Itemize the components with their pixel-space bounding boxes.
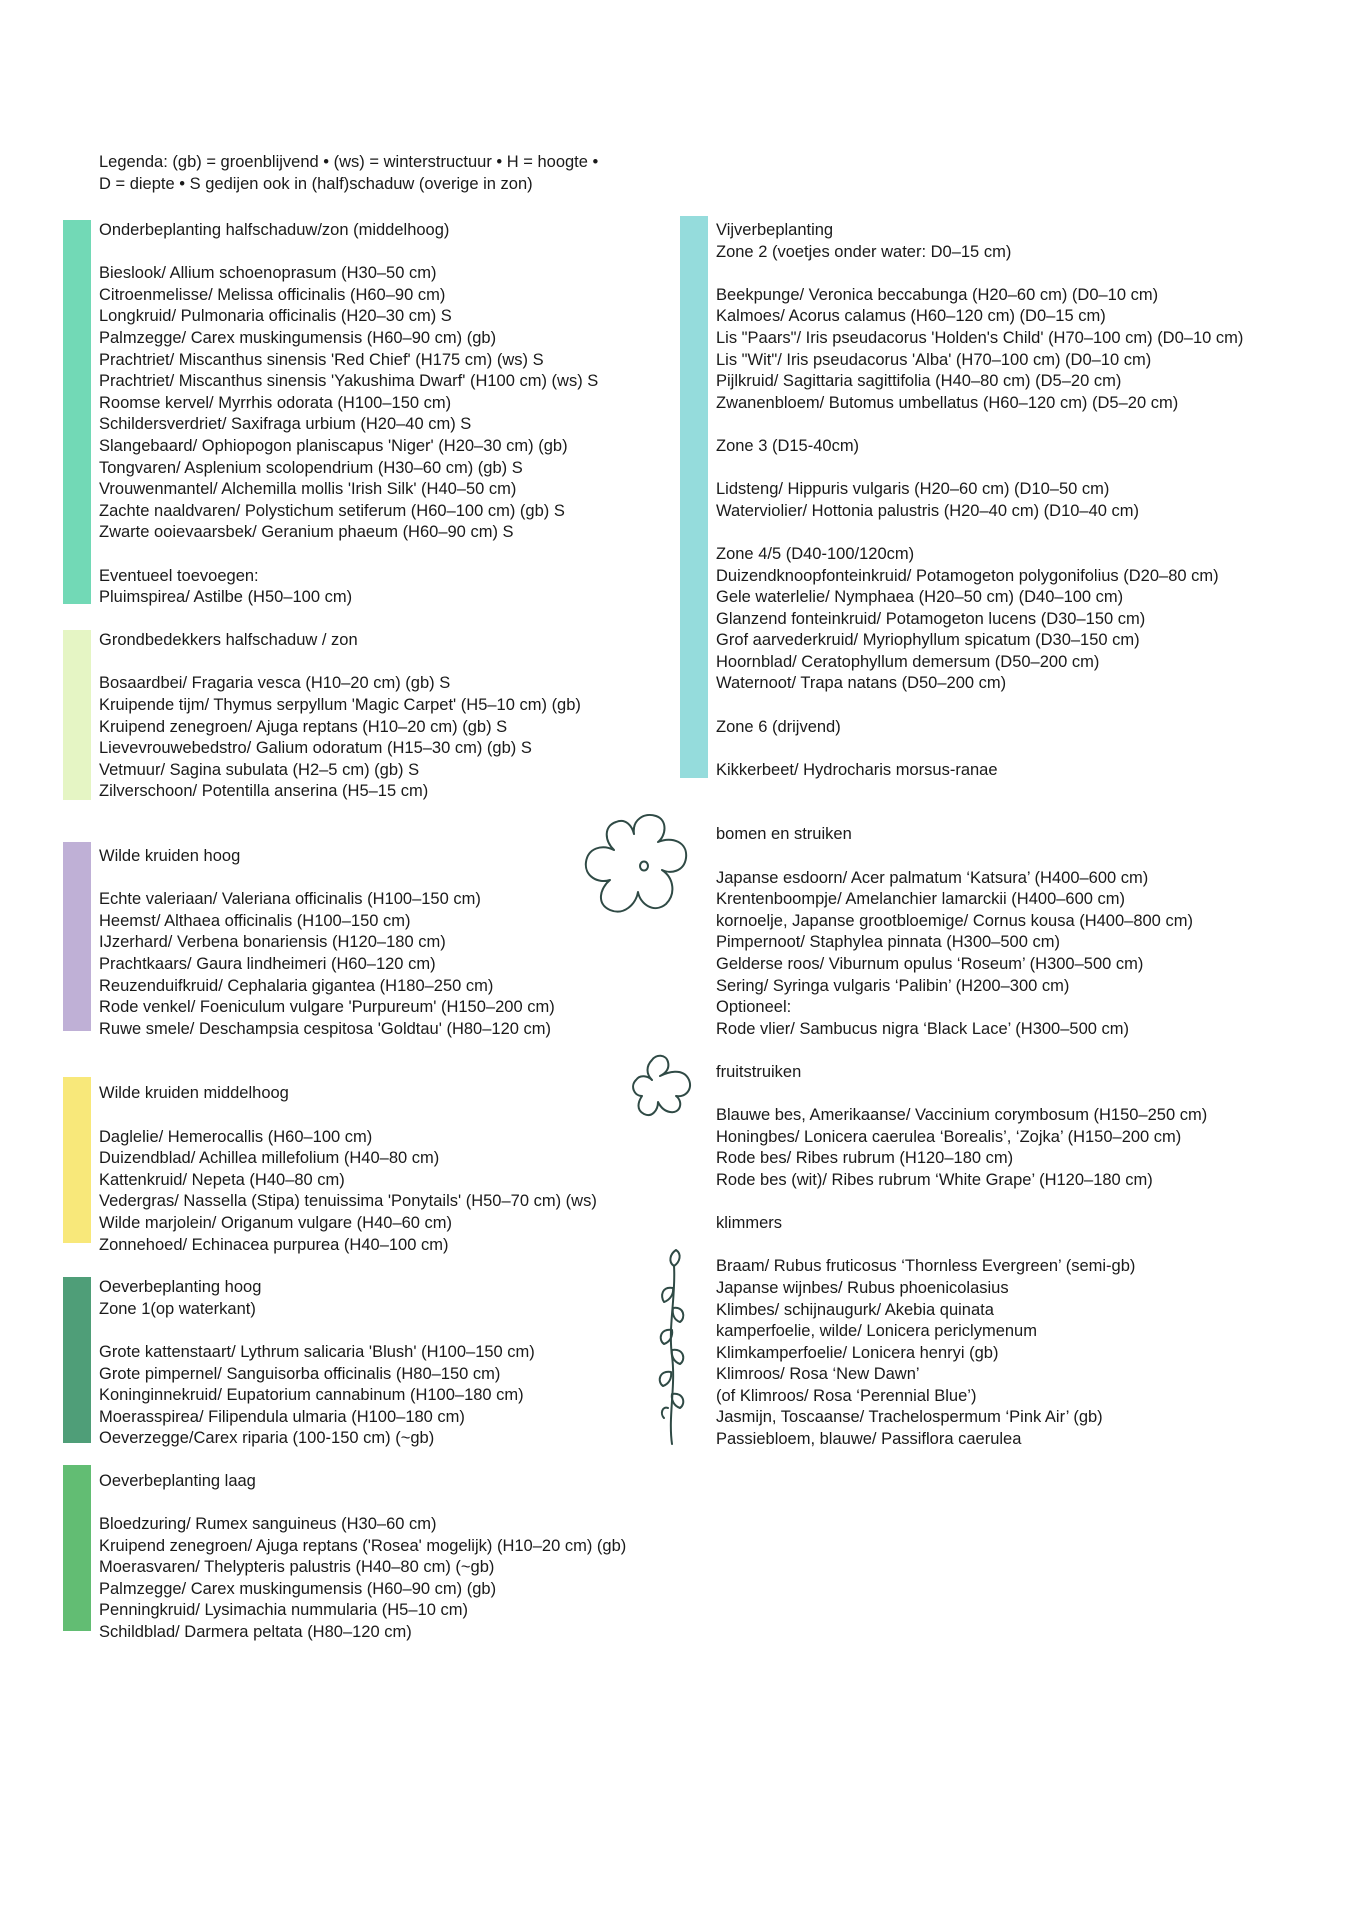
section-title: klimmers	[716, 1214, 782, 1233]
section-title: Wilde kruiden hoog	[99, 847, 241, 866]
plant-item: Klimkamperfoelie/ Lonicera henryi (gb)	[716, 1343, 999, 1362]
plant-item: Daglelie/ Hemerocallis (H60–100 cm)	[99, 1127, 373, 1146]
section-vijverbeplanting	[680, 220, 1340, 781]
plant-item: Zachte naaldvaren/ Polystichum setiferum (H60–100 cm) (gb) S	[99, 501, 565, 520]
plant-item: Palmzegge/ Carex muskingumensis (H60–90 cm) (gb)	[99, 328, 497, 347]
color-bar-vijver	[680, 216, 708, 778]
plant-item: Grote pimpernel/ Sanguisorba officinalis (H80–150 cm)	[99, 1364, 501, 1383]
plant-item: Moerasvaren/ Thelypteris palustris (H40–80 cm) (~gb)	[99, 1558, 495, 1577]
plant-item: Slangebaard/ Ophiopogon planiscapus 'Niger' (H20–30 cm) (gb)	[99, 436, 568, 455]
plant-item: Duizendknoopfonteinkruid/ Potamogeton polygonifolius (D20–80 cm)	[716, 566, 1219, 585]
color-bar-oever-hoog	[63, 1277, 91, 1443]
plant-item: Klimroos/ Rosa ‘New Dawn’	[716, 1365, 920, 1384]
plant-item: Blauwe bes, Amerikaanse/ Vaccinium corymbosum (H150–250 cm)	[716, 1106, 1208, 1125]
flower-doodle-icon	[582, 808, 694, 920]
plant-item: Prachtriet/ Miscanthus sinensis 'Red Chief' (H175 cm) (ws) S	[99, 350, 544, 369]
plant-item: Gelderse roos/ Viburnum opulus ‘Roseum’ (H300–500 cm)	[716, 955, 1144, 973]
plant-item: Palmzegge/ Carex muskingumensis (H60–90 cm) (gb)	[99, 1579, 497, 1598]
plant-item: Rode vlier/ Sambucus nigra ‘Black Lace’ (H300–500 cm)	[716, 1019, 1129, 1038]
plant-item: Wilde marjolein/ Origanum vulgare (H40–60 cm)	[99, 1213, 453, 1232]
section-title: Grondbedekkers halfschaduw / zon	[99, 631, 358, 650]
plant-item: Reuzenduifkruid/ Cephalaria gigantea (H180–250 cm)	[99, 976, 494, 995]
color-bar-oever-laag	[63, 1465, 91, 1631]
right-column	[680, 220, 1340, 1451]
plant-item: Pijlkruid/ Sagittaria sagittifolia (H40–80 cm) (D5–20 cm)	[716, 372, 1122, 391]
color-bar-onderbeplanting	[63, 220, 91, 604]
plant-item: Rode venkel/ Foeniculum vulgare 'Purpureum' (H150–200 cm)	[99, 998, 555, 1017]
plant-item: (of Klimroos/ Rosa ‘Perennial Blue’)	[716, 1386, 977, 1405]
zone-title: Zone 6 (drijvend)	[716, 717, 841, 736]
section-title: Vijverbeplanting	[716, 221, 834, 239]
plant-item: Lidsteng/ Hippuris vulgaris (H20–60 cm) (D10–50 cm)	[716, 480, 1110, 499]
plant-item: Echte valeriaan/ Valeriana officinalis (H100–150 cm)	[99, 890, 481, 909]
section-klimmers	[680, 1213, 1340, 1451]
plant-item: Passiebloem, blauwe/ Passiflora caerulea	[716, 1430, 1022, 1449]
plant-item: Vetmuur/ Sagina subulata (H2–5 cm) (gb) S	[99, 760, 420, 779]
section-title: bomen en struiken	[716, 825, 852, 844]
plant-item: Braam/ Rubus fruticosus ‘Thornless Evergreen’ (semi-gb)	[716, 1257, 1136, 1276]
section-bomen-struiken	[680, 824, 1340, 1040]
plant-item: Penningkruid/ Lysimachia nummularia (H5–10 cm)	[99, 1601, 468, 1620]
plant-item: Grote kattenstaart/ Lythrum salicaria 'Blush' (H100–150 cm)	[99, 1342, 535, 1361]
color-bar-grondbedekkers	[63, 630, 91, 800]
plant-item: Klimbes/ schijnaugurk/ Akebia quinata	[716, 1300, 994, 1319]
leaf-doodle-icon	[630, 1052, 694, 1122]
plant-item: kornoelje, Japanse grootbloemige/ Cornus kousa (H400–800 cm)	[716, 911, 1193, 930]
plant-item: Vedergras/ Nassella (Stipa) tenuissima 'Ponytails' (H50–70 cm) (ws)	[99, 1192, 597, 1211]
section-title: Wilde kruiden middelhoog	[99, 1084, 289, 1103]
plant-item: Roomse kervel/ Myrrhis odorata (H100–150 cm)	[99, 393, 452, 412]
plant-item: Japanse esdoorn/ Acer palmatum ‘Katsura’ (H400–600 cm)	[716, 868, 1149, 887]
plant-item: Honingbes/ Lonicera caerulea ‘Borealis’, ‘Zojka’ (H150–200 cm)	[716, 1127, 1182, 1146]
plant-item: Krentenboompje/ Amelanchier lamarckii (H400–600 cm)	[716, 890, 1126, 909]
plant-item: Pluimspirea/ Astilbe (H50–100 cm)	[99, 588, 353, 607]
plant-item: Kattenkruid/ Nepeta (H40–80 cm)	[99, 1170, 345, 1189]
plant-item: Gele waterlelie/ Nymphaea (H20–50 cm) (D40–100 cm)	[716, 588, 1124, 607]
plant-item: Heemst/ Althaea officinalis (H100–150 cm)	[99, 911, 411, 930]
plant-item: Vrouwenmantel/ Alchemilla mollis 'Irish Silk' (H40–50 cm)	[99, 480, 517, 499]
section-title: Oeverbeplanting laag	[99, 1471, 256, 1490]
plant-item: Pimpernoot/ Staphylea pinnata (H300–500 cm)	[716, 933, 1060, 952]
extra-title: Eventueel toevoegen:	[99, 566, 259, 585]
plant-item: Citroenmelisse/ Melissa officinalis (H60–90 cm)	[99, 285, 446, 304]
plant-item: Longkruid/ Pulmonaria officinalis (H20–30 cm) S	[99, 307, 452, 326]
plant-item: Waternoot/ Trapa natans (D50–200 cm)	[716, 674, 1007, 693]
plant-item: Waterviolier/ Hottonia palustris (H20–40 cm) (D10–40 cm)	[716, 501, 1140, 520]
legend-line-2: D = diepte • S gedijen ook in (half)schaduw (overige in zon)	[99, 174, 533, 193]
plant-item: Bosaardbei/ Fragaria vesca (H10–20 cm) (gb) S	[99, 674, 451, 693]
plant-item: Tongvaren/ Asplenium scolopendrium (H30–60 cm) (gb) S	[99, 458, 523, 477]
section-title: Oeverbeplanting hoog	[99, 1278, 262, 1297]
zone-title: Zone 3 (D15-40cm)	[716, 436, 860, 455]
section-title: Onderbeplanting halfschaduw/zon (middelhoog)	[99, 221, 450, 239]
plant-item: Zilverschoon/ Potentilla anserina (H5–15 cm)	[99, 782, 429, 801]
section-grondbedekkers	[63, 630, 663, 803]
plant-item: kamperfoelie, wilde/ Lonicera periclymenum	[716, 1322, 1037, 1341]
section-subtitle: Zone 1(op waterkant)	[99, 1299, 256, 1318]
section-oever-laag	[63, 1471, 663, 1644]
plant-item: Rode bes/ Ribes rubrum (H120–180 cm)	[716, 1149, 1014, 1168]
plant-item: Prachtkaars/ Gaura lindheimeri (H60–120 cm)	[99, 955, 436, 973]
section-wilde-middel	[63, 1083, 663, 1256]
plant-item: Koninginnekruid/ Eupatorium cannabinum (H100–180 cm)	[99, 1386, 524, 1405]
plant-item: Kruipend zenegroen/ Ajuga reptans ('Rosea' mogelijk) (H10–20 cm) (gb)	[99, 1536, 627, 1555]
color-bar-wilde-middel	[63, 1077, 91, 1243]
left-column	[63, 220, 663, 1644]
color-bar-wilde-hoog	[63, 842, 91, 1031]
plant-item: Jasmijn, Toscaanse/ Trachelospermum ‘Pink Air’ (gb)	[716, 1408, 1103, 1427]
plant-item: Optioneel:	[716, 998, 792, 1017]
plant-item: Bieslook/ Allium schoenoprasum (H30–50 cm)	[99, 264, 437, 283]
plant-item: Ruwe smele/ Deschampsia cespitosa 'Goldtau' (H80–120 cm)	[99, 1019, 552, 1038]
plant-item: Moerasspirea/ Filipendula ulmaria (H100–180 cm)	[99, 1407, 465, 1426]
plant-item: Kruipende tijm/ Thymus serpyllum 'Magic Carpet' (H5–10 cm) (gb)	[99, 696, 581, 715]
plant-item: Kikkerbeet/ Hydrocharis morsus-ranae	[716, 760, 998, 779]
plant-item: IJzerhard/ Verbena bonariensis (H120–180 cm)	[99, 933, 446, 952]
plant-item: Lis "Wit"/ Iris pseudacorus 'Alba' (H70–100 cm) (D0–10 cm)	[716, 350, 1152, 369]
plant-item: Duizendblad/ Achillea millefolium (H40–80 cm)	[99, 1149, 440, 1168]
plant-item: Lievevrouwebedstro/ Galium odoratum (H15–30 cm) (gb) S	[99, 739, 532, 758]
plant-item: Zwarte ooievaarsbek/ Geranium phaeum (H60–90 cm) S	[99, 523, 514, 542]
section-title: fruitstruiken	[716, 1062, 802, 1081]
section-onderbeplanting	[63, 220, 663, 609]
section-fruitstruiken	[680, 1062, 1340, 1192]
plant-item: Rode bes (wit)/ Ribes rubrum ‘White Grape’ (H120–180 cm)	[716, 1170, 1153, 1189]
plant-item: Oeverzegge/Carex riparia (100-150 cm) (~gb)	[99, 1429, 435, 1448]
zone-title: Zone 4/5 (D40-100/120cm)	[716, 544, 915, 563]
section-wilde-hoog	[63, 846, 663, 1040]
plant-item: Bloedzuring/ Rumex sanguineus (H30–60 cm)	[99, 1515, 437, 1534]
section-oever-hoog	[63, 1277, 663, 1450]
vine-doodle-icon	[654, 1246, 690, 1446]
plant-item: Grof aarvederkruid/ Myriophyllum spicatum (D30–150 cm)	[716, 631, 1140, 650]
plant-item: Sering/ Syringa vulgaris ‘Palibin’ (H200–300 cm)	[716, 976, 1070, 995]
zone-title: Zone 2 (voetjes onder water: D0–15 cm)	[716, 242, 1012, 261]
plant-item: Hoornblad/ Ceratophyllum demersum (D50–200 cm)	[716, 652, 1100, 671]
plant-item: Schildblad/ Darmera peltata (H80–120 cm)	[99, 1623, 412, 1642]
plant-item: Zonnehoed/ Echinacea purpurea (H40–100 cm)	[99, 1235, 449, 1254]
plant-item: Schildersverdriet/ Saxifraga urbium (H20–40 cm) S	[99, 415, 472, 434]
plant-item: Prachtriet/ Miscanthus sinensis 'Yakushima Dwarf' (H100 cm) (ws) S	[99, 372, 599, 391]
plant-item: Lis "Paars"/ Iris pseudacorus 'Holden's Child' (H70–100 cm) (D0–10 cm)	[716, 328, 1244, 347]
legend	[99, 152, 699, 195]
plant-item: Zwanenbloem/ Butomus umbellatus (H60–120 cm) (D5–20 cm)	[716, 393, 1179, 412]
plant-item: Kalmoes/ Acorus calamus (H60–120 cm) (D0–15 cm)	[716, 307, 1106, 326]
plant-item: Beekpunge/ Veronica beccabunga (H20–60 cm) (D0–10 cm)	[716, 285, 1159, 304]
plant-item: Glanzend fonteinkruid/ Potamogeton lucens (D30–150 cm)	[716, 609, 1146, 628]
plant-item: Kruipend zenegroen/ Ajuga reptans (H10–20 cm) (gb) S	[99, 717, 508, 736]
legend-line-1: Legenda: (gb) = groenblijvend • (ws) = winterstructuur • H = hoogte •	[99, 153, 599, 171]
plant-item: Japanse wijnbes/ Rubus phoenicolasius	[716, 1278, 1009, 1297]
